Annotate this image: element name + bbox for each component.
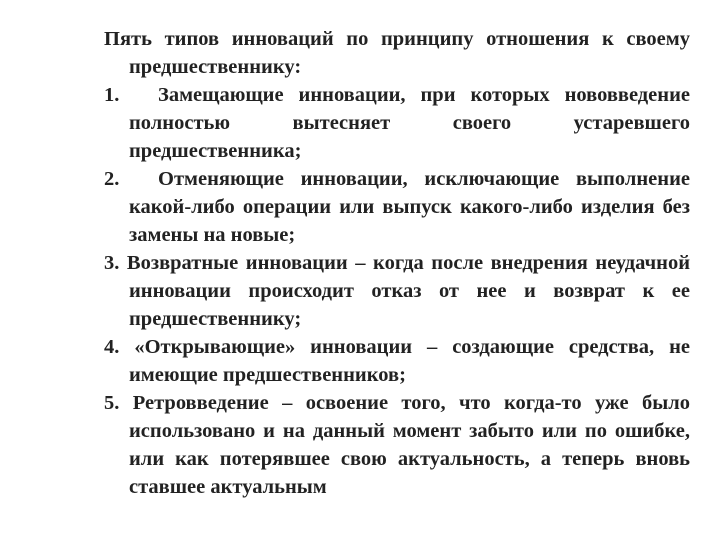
list-item-number: 3. [104, 252, 120, 274]
list-item [104, 389, 690, 501]
list-item-number: 4. [104, 336, 120, 358]
intro-text: Пять типов инноваций по принципу отношения к своему предшественнику: [104, 28, 690, 78]
list-item-text: Замещающие инновации, при которых нововведение полностью вытесняет своего устаревшего предшественника; [129, 84, 690, 162]
list-item-number: 1. [104, 84, 120, 106]
list-item-text: Отменяющие инновации, исключающие выполнение какой-либо операции или выпуск какого-либо изделия без замены на новые; [129, 168, 690, 246]
list-item [104, 165, 690, 249]
list-item [104, 333, 690, 389]
list-item-text: «Открывающие» инновации – создающие средства, не имеющие предшественников; [129, 336, 691, 386]
slide-text-body [104, 25, 690, 501]
list-item-number: 5. [104, 392, 120, 414]
list-item-text: Возвратные инновации – когда после внедрения неудачной инновации происходит отказ от нее и возврат к ее предшественнику; [126, 252, 691, 330]
list-item [104, 249, 690, 333]
list-item [104, 81, 690, 165]
list-item-text: Ретровведение – освоение того, что когда-то уже было использовано и на данный момент забыто или по ошибке, или как потерявшее свою актуальность, а теперь вновь ставшее актуальным [129, 392, 690, 498]
list-item-number: 2. [104, 168, 120, 190]
intro-paragraph [104, 25, 690, 81]
